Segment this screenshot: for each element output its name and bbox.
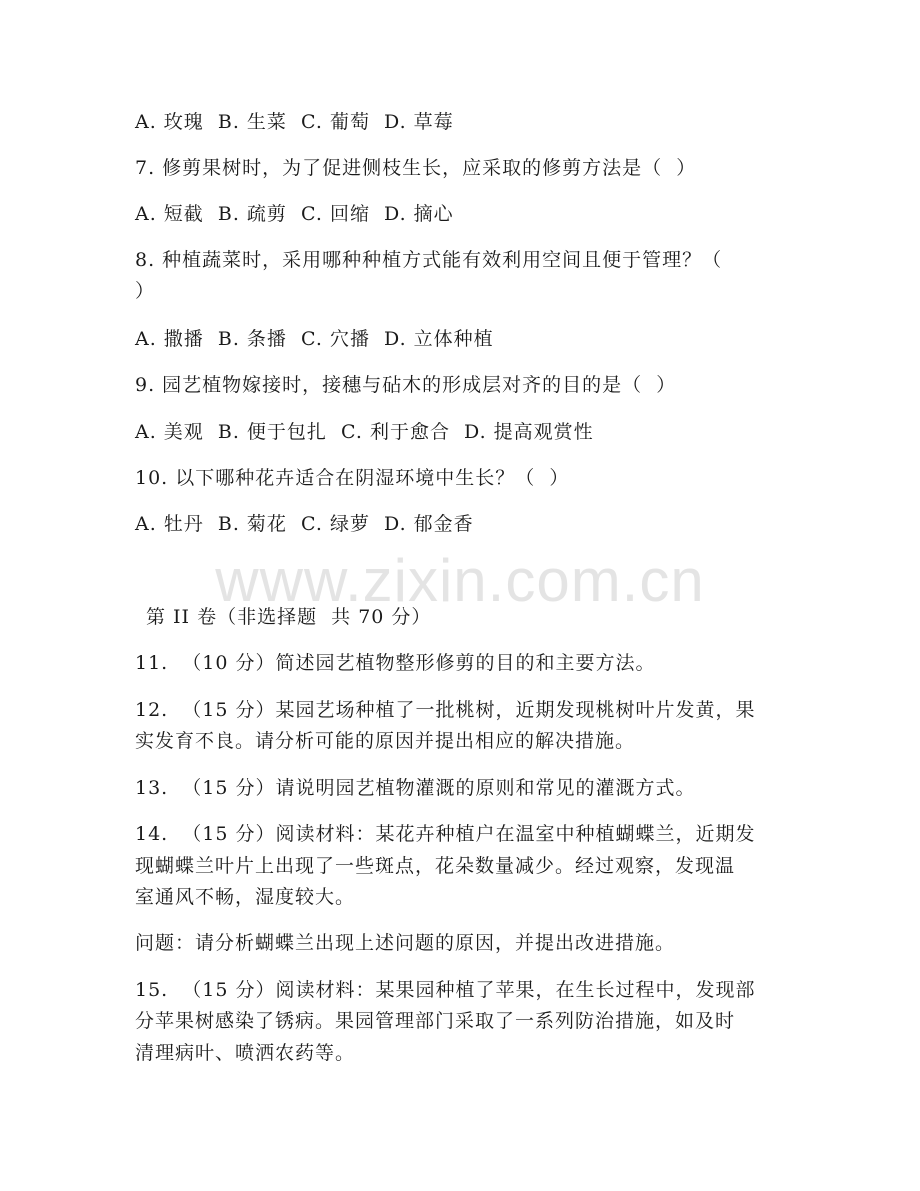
- q14-line3: 室通风不畅，湿度较大。: [135, 886, 356, 908]
- q15-line1: 15. （15 分）阅读材料：某果园种植了苹果，在生长过程中，发现部: [135, 979, 756, 1001]
- q7-options: A. 短截 B. 疏剪 C. 回缩 D. 摘心: [135, 203, 454, 225]
- q13-stem: 13. （15 分）请说明园艺植物灌溉的原则和常见的灌溉方式。: [135, 777, 696, 799]
- q6-options: A. 玫瑰 B. 生菜 C. 葡萄 D. 草莓: [135, 111, 454, 133]
- q12-line1: 12. （15 分）某园艺场种植了一批桃树，近期发现桃树叶片发黄，果: [135, 699, 756, 721]
- q15-line2: 分苹果树感染了锈病。果园管理部门采取了一系列防治措施，如及时: [135, 1010, 736, 1032]
- q14-question: 问题：请分析蝴蝶兰出现上述问题的原因，并提出改进措施。: [135, 932, 676, 954]
- q9-stem: 9. 园艺植物嫁接时，接穗与砧木的形成层对齐的目的是（ ）: [135, 374, 677, 396]
- q12-line2: 实发育不良。请分析可能的原因并提出相应的解决措施。: [135, 730, 636, 752]
- section-two-heading: 第 II 卷（非选择题 共 70 分）: [146, 606, 432, 628]
- q11-stem: 11. （10 分）简述园艺植物整形修剪的目的和主要方法。: [135, 652, 656, 674]
- q14-line2: 现蝴蝶兰叶片上出现了一些斑点，花朵数量减少。经过观察，发现温: [135, 855, 736, 877]
- q14-line1: 14. （15 分）阅读材料：某花卉种植户在温室中种植蝴蝶兰，近期发: [135, 823, 756, 845]
- watermark: www.zixin.com.cn: [215, 547, 705, 614]
- q8-stem-line1: 8. 种植蔬菜时，采用哪种种植方式能有效利用空间且便于管理？（: [135, 249, 723, 271]
- q7-stem: 7. 修剪果树时，为了促进侧枝生长，应采取的修剪方法是（ ）: [135, 157, 697, 179]
- q9-options: A. 美观 B. 便于包扎 C. 利于愈合 D. 提高观赏性: [135, 421, 594, 443]
- q15-line3: 清理病叶、喷洒农药等。: [135, 1042, 356, 1064]
- q8-stem-line2: ）: [135, 280, 156, 302]
- q10-options: A. 牡丹 B. 菊花 C. 绿萝 D. 郁金香: [135, 513, 474, 535]
- q8-options: A. 撒播 B. 条播 C. 穴播 D. 立体种植: [135, 328, 494, 350]
- q10-stem: 10. 以下哪种花卉适合在阴湿环境中生长？（ ）: [135, 467, 570, 489]
